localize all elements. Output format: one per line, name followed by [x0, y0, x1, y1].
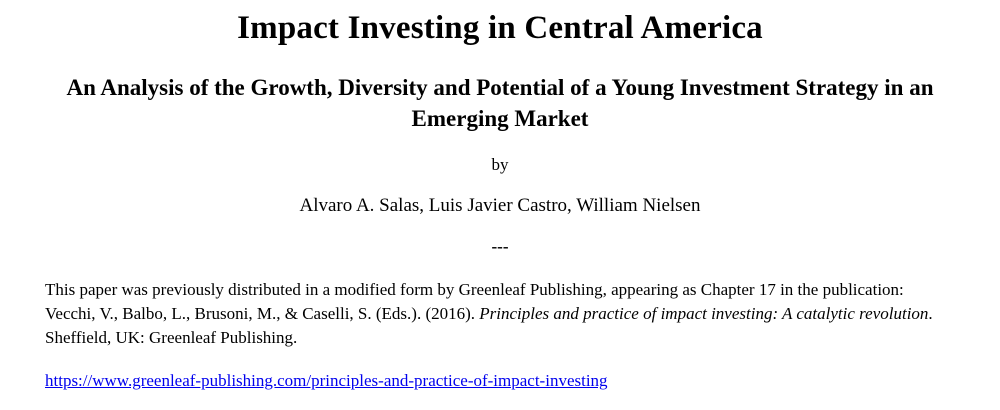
- byline-label: by: [491, 155, 509, 174]
- paper-title-page: [0, 8, 1000, 410]
- separator-dashes: ---: [491, 237, 509, 256]
- link-line: [45, 370, 955, 392]
- authors-line: Alvaro A. Salas, Luis Javier Castro, William Nielsen: [299, 195, 701, 216]
- publication-link[interactable]: https://www.greenleaf-publishing.com/principles-and-practice-of-impact-investing: [45, 371, 608, 390]
- distribution-note-tail: . Sheffield, UK: Greenleaf Publishing.: [45, 304, 933, 347]
- paper-subtitle: An Analysis of the Growth, Diversity and Potential of a Young Investment Strategy in an Emerging Market: [66, 75, 934, 131]
- paper-title: Impact Investing in Central America: [237, 10, 763, 46]
- distribution-note-lead: This paper was previously distributed in a modified form by Greenleaf Publishing, appearing as Chapter 17 in the publication: Vecchi, V., Balbo, L., Brusoni, M., & Caselli, S. (Eds.). (2016).: [45, 280, 904, 323]
- publication-title-italic: Principles and practice of impact investing: A catalytic revolution: [479, 304, 929, 323]
- distribution-note: [45, 278, 955, 350]
